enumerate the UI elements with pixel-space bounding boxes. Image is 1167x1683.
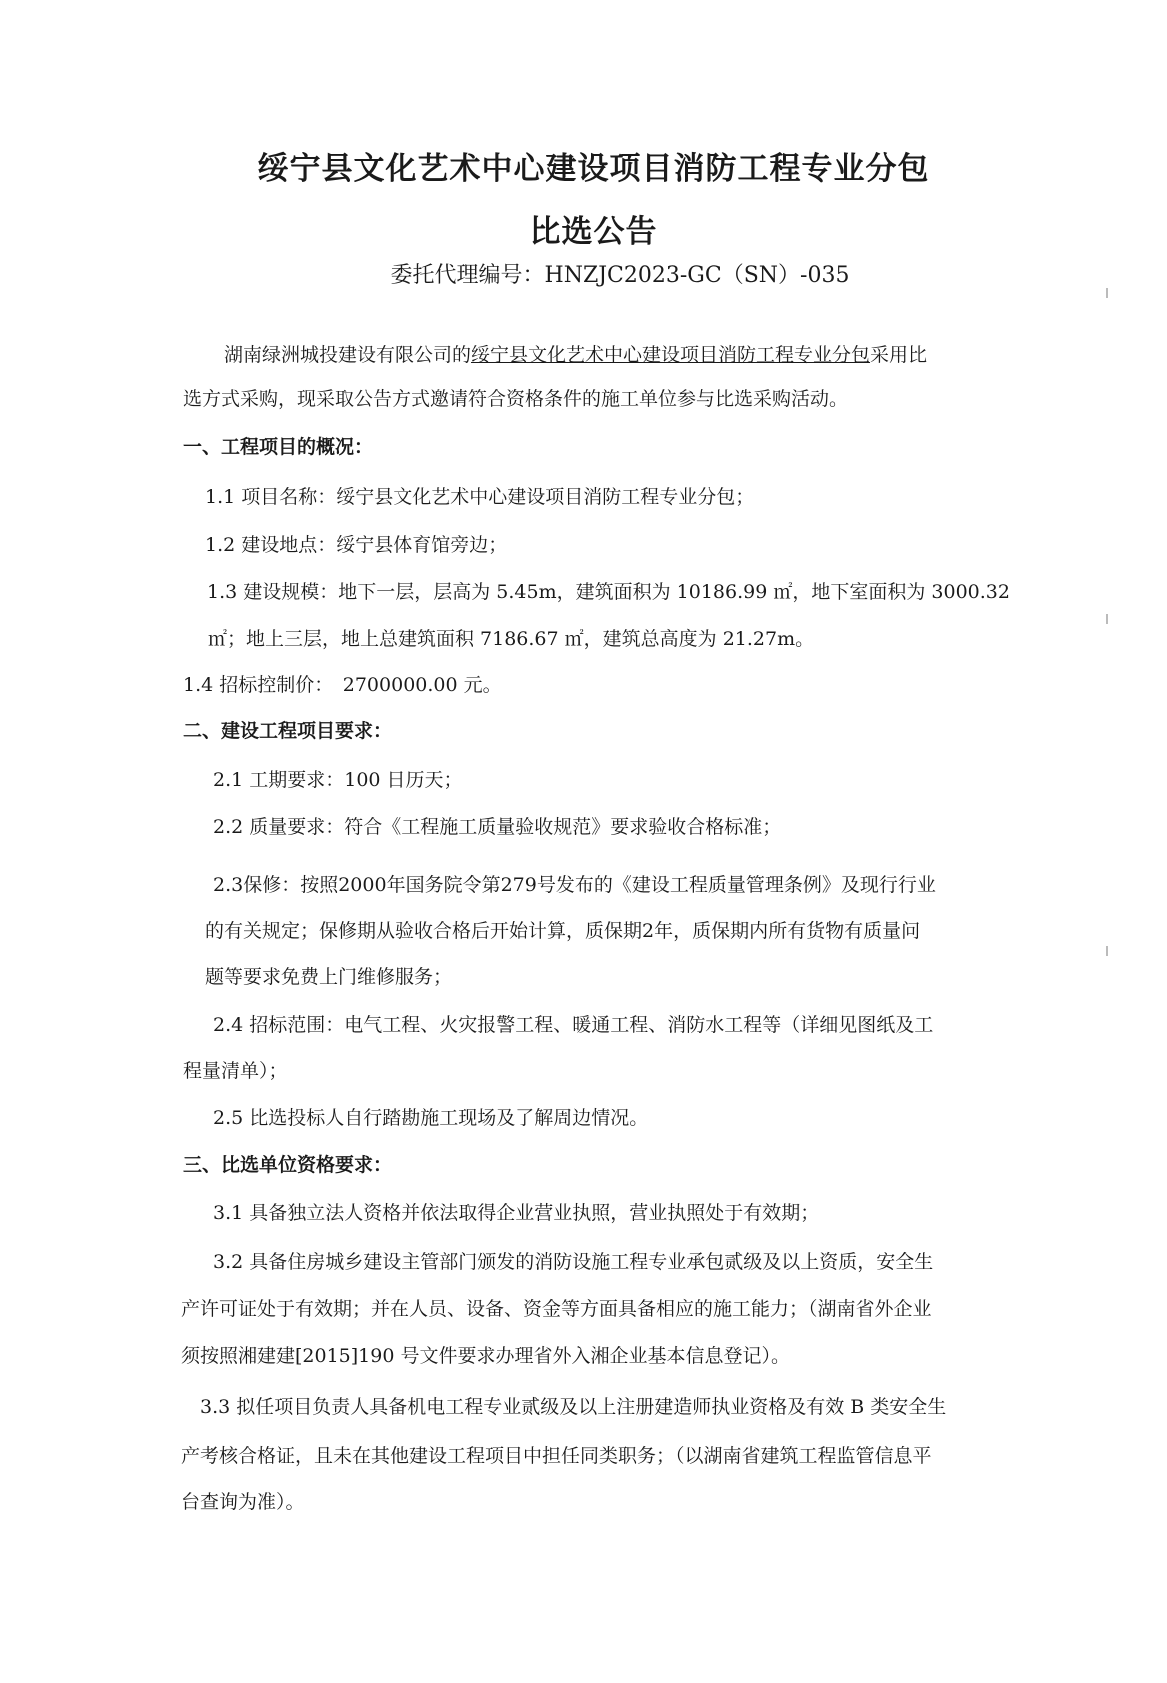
item-2-1: 2.1 工期要求：100 日历天； <box>213 769 463 791</box>
intro-project-name: 绥宁县文化艺术中心建设项目消防工程专业分包 <box>471 344 871 366</box>
section-1-heading: 一、工程项目的概况： <box>183 436 374 458</box>
item-2-3-cont-1: 的有关规定；保修期从验收合格后开始计算，质保期2年，质保期内所有货物有质量问 <box>205 920 921 942</box>
item-2-4: 2.4 招标范围：电气工程、火灾报警工程、暖通工程、消防水工程等（详细见图纸及工 <box>213 1014 934 1036</box>
item-2-2: 2.2 质量要求：符合《工程施工质量验收规范》要求验收合格标准； <box>213 816 782 838</box>
item-3-2-cont-1: 产许可证处于有效期；并在人员、设备、资金等方面具备相应的施工能力；（湖南省外企业 <box>181 1298 932 1320</box>
intro-tail: 采用比 <box>870 344 928 366</box>
scan-speck <box>1106 614 1108 624</box>
item-3-2: 3.2 具备住房城乡建设主管部门颁发的消防设施工程专业承包贰级及以上资质，安全生 <box>213 1251 934 1273</box>
item-3-3-cont-1: 产考核合格证，且未在其他建设工程项目中担任同类职务；（以湖南省建筑工程监管信息平 <box>181 1445 932 1467</box>
agency-code: 委托代理编号：HNZJC2023-GC（SN）-035 <box>390 263 850 288</box>
intro-owner: 湖南绿洲城投建设有限公司的 <box>224 344 472 366</box>
item-3-3: 3.3 拟任项目负责人具备机电工程专业贰级及以上注册建造师执业资格及有效 B 类安全生 <box>200 1396 947 1418</box>
scan-speck <box>1106 288 1108 298</box>
item-1-1: 1.1 项目名称：绥宁县文化艺术中心建设项目消防工程专业分包； <box>205 486 755 508</box>
section-2-heading: 二、建设工程项目要求： <box>183 720 393 742</box>
item-1-3-cont: ㎡；地上三层，地上总建筑面积 7186.67 ㎡，建筑总高度为 21.27m。 <box>208 628 815 650</box>
item-2-5: 2.5 比选投标人自行踏勘施工现场及了解周边情况。 <box>213 1107 649 1129</box>
item-2-3: 2.3保修：按照2000年国务院令第279号发布的《建设工程质量管理条例》及现行行业 <box>213 874 936 896</box>
item-2-4-cont: 程量清单）； <box>183 1060 288 1082</box>
item-3-1: 3.1 具备独立法人资格并依法取得企业营业执照，营业执照处于有效期； <box>213 1202 820 1224</box>
page-subtitle: 比选公告 <box>529 214 658 250</box>
intro-paragraph <box>224 340 927 367</box>
page-title: 绥宁县文化艺术中心建设项目消防工程专业分包 <box>257 151 930 187</box>
item-1-2: 1.2 建设地点：绥宁县体育馆旁边； <box>205 534 508 556</box>
section-3-heading: 三、比选单位资格要求： <box>183 1154 393 1176</box>
item-3-2-cont-2: 须按照湘建建[2015]190 号文件要求办理省外入湘企业基本信息登记）。 <box>181 1345 790 1367</box>
item-1-3: 1.3 建设规模：地下一层，层高为 5.45m，建筑面积为 10186.99 ㎡，地下室面积为 3000.32 <box>207 581 1010 603</box>
item-1-4: 1.4 招标控制价： 2700000.00 元。 <box>183 674 502 696</box>
item-2-3-cont-2: 题等要求免费上门维修服务； <box>205 966 453 988</box>
scan-speck <box>1106 946 1108 956</box>
item-3-3-cont-2: 台查询为准）。 <box>181 1491 305 1513</box>
intro-line-2: 选方式采购，现采取公告方式邀请符合资格条件的施工单位参与比选采购活动。 <box>183 388 849 410</box>
